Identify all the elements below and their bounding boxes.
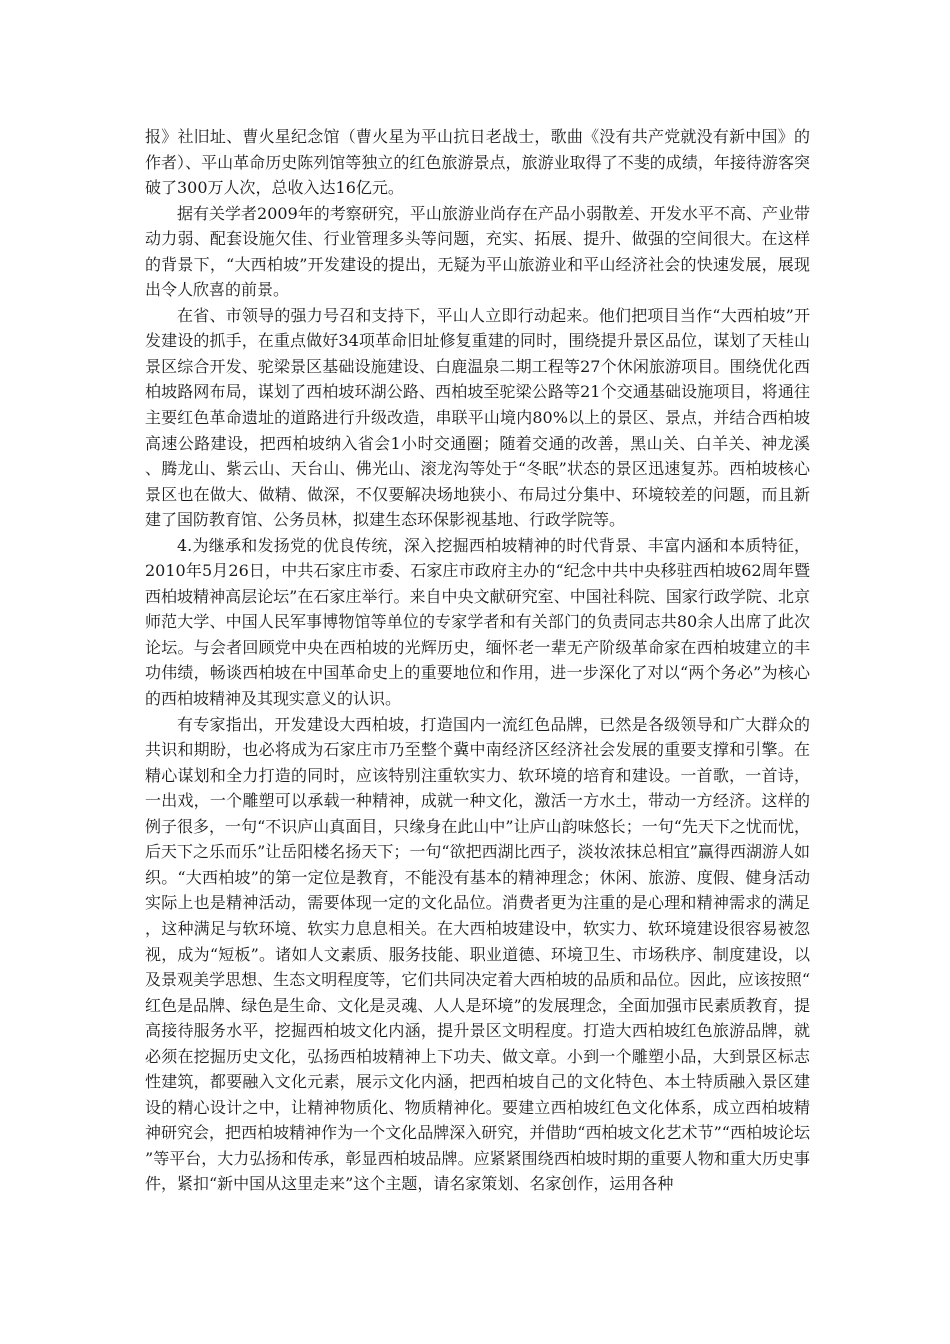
- paragraph-project-actions: 在省、市领导的强力号召和支持下，平山人立即行动起来。他们把项目当作“大西柏坡”开发建设的抓手，在重点做好34项革命旧址修复重建的同时，围绕提升景区品位，谋划了天桂山景区综合开发、驼梁景区基础设施建设、白鹿温泉二期工程等27个休闲旅游项目。围绕优化西柏坡路网布局，谋划了西柏坡环湖公路、西柏坡至驼梁公路等21个交通基础设施项目，将通往主要红色革命遗址的道路进行升级改造，串联平山境内80%以上的景区、景点，并结合西柏坡高速公路建设，把西柏坡纳入省会1小时交通圈；随着交通的改善，黑山关、白羊关、神龙溪、腾龙山、紫云山、天台山、佛光山、滚龙沟等处于“冬眠”状态的景区迅速复苏。西柏坡核心景区也在做大、做精、做深，不仅要解决场地狭小、布局过分集中、环境较差的问题，而且新建了国防教育馆、公务员林，拟建生态环保影视基地、行政学院等。: [145, 305, 810, 530]
- paragraph-expert-opinion: 有专家指出，开发建设大西柏坡，打造国内一流红色品牌，已然是各级领导和广大群众的共识和期盼，也必将成为石家庄市乃至整个冀中南经济区经济社会发展的重要支撑和引擎。在精心谋划和全力打造的同时，应该特别注重软实力、软环境的培育和建设。一首歌，一首诗，一出戏，一个雕塑可以承载一种精神，成就一种文化，激活一方水土，带动一方经济。这样的例子很多，一句“不识庐山真面目，只缘身在此山中”让庐山韵味悠长；一句“先天下之忧而忧，后天下之乐而乐”让岳阳楼名扬天下；一句“欲把西湖比西子，淡妆浓抹总相宜”赢得西湖游人如织。“大西柏坡”的第一定位是教育，不能没有基本的精神理念；休闲、旅游、度假、健身活动实际上也是精神活动，需要体现一定的文化品位。消费者更为注重的是心理和精神需求的满足，这种满足与软环境、软实力息息相关。在大西柏坡建设中，软实力、软环境建设很容易被忽视，成为“短板”。诸如人文素质、服务技能、职业道德、环境卫生、市场秩序、制度建设，以及景观美学思想、生态文明程度等，它们共同决定着大西柏坡的品质和品位。因此，应该按照“红色是品牌、绿色是生命、文化是灵魂、人人是环境”的发展理念，全面加强市民素质教育，提高接待服务水平，挖掘西柏坡文化内涵，提升景区文明程度。打造大西柏坡红色旅游品牌，就必须在挖掘历史文化，弘扬西柏坡精神上下功夫、做文章。小到一个雕塑小品，大到景区标志性建筑，都要融入文化元素，展示文化内涵，把西柏坡自己的文化特色、本土特质融入景区建设的精心设计之中，让精神物质化、物质精神化。要建立西柏坡红色文化体系，成立西柏坡精神研究会，把西柏坡精神作为一个文化品牌深入研究，并借助“西柏坡文化艺术节”“西柏坡论坛”等平台，大力弘扬和传承，彰显西柏坡品牌。应紧紧围绕西柏坡时期的重要人物和重大历史事件，紧扣“新中国从这里走来”这个主题，请名家策划、名家创作，运用各种: [145, 714, 810, 1194]
- paragraph-research-findings: 据有关学者2009年的考察研究，平山旅游业尚存在产品小弱散差、开发水平不高、产业带动力弱、配套设施欠佳、行业管理多头等问题，充实、拓展、提升、做强的空间很大。在这样的背景下，“大西柏坡”开发建设的提出，无疑为平山旅游业和平山经济社会的快速发展，展现出令人欣喜的前景。: [145, 203, 810, 300]
- article-body: [145, 124, 810, 1197]
- paragraph-continuation: 报》社旧址、曹火星纪念馆（曹火星为平山抗日老战士，歌曲《没有共产党就没有新中国》的作者）、平山革命历史陈列馆等独立的红色旅游景点，旅游业取得了不斐的成绩，年接待游客突破了300万人次，总收入达16亿元。: [145, 127, 810, 198]
- paragraph-forum: 4.为继承和发扬党的优良传统，深入挖掘西柏坡精神的时代背景、丰富内涵和本质特征，2010年5月26日，中共石家庄市委、石家庄市政府主办的“纪念中共中央移驻西柏坡62周年暨西柏坡精神高层论坛”在石家庄举行。来自中央文献研究室、中国社科院、国家行政学院、北京师范大学、中国人民军事博物馆等单位的专家学者和有关部门的负责同志共80余人出席了此次论坛。与会者回顾党中央在西柏坡的光辉历史，缅怀老一辈无产阶级革命家在西柏坡建立的丰功伟绩，畅谈西柏坡在中国革命史上的重要地位和作用，进一步深化了对以“两个务必”为核心的西柏坡精神及其现实意义的认识。: [145, 535, 810, 709]
